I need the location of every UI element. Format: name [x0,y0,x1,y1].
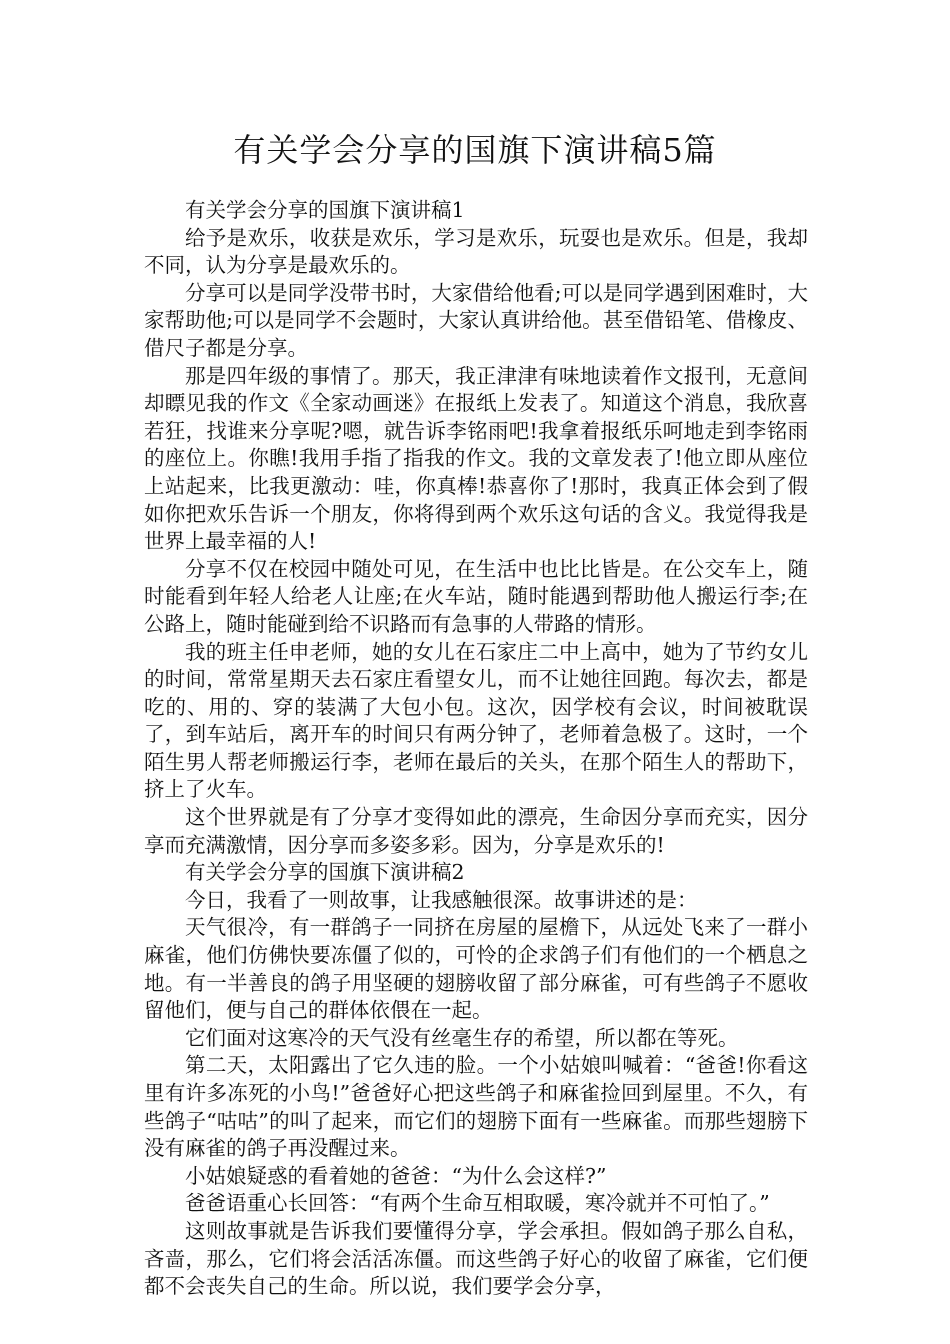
paragraph: 天气很冷，有一群鸽子一同挤在房屋的屋檐下，从远处飞来了一群小麻雀，他们仿佛快要冻僵了似的，可怜的企求鸽子们有他们的一个栖息之地。有一半善良的鸽子用坚硬的翅膀收留了部分麻雀，可有些鸽子不愿收留他们，便与自己的群体依偎在一起。 [144,915,808,1023]
paragraph: 我的班主任申老师，她的女儿在石家庄二中上高中，她为了节约女儿的时间，常常星期天去石家庄看望女儿，而不让她往回跑。每次去，都是吃的、用的、穿的装满了大包小包。这次，因学校有会议，时间被耽误了，到车站后，离开车的时间只有两分钟了，老师着急极了。这时，一个陌生男人帮老师搬运行李，老师在最后的关头，在那个陌生人的帮助下，挤上了火车。 [144,639,808,802]
paragraph: 第二天，太阳露出了它久违的脸。一个小姑娘叫喊着：“爸爸!你看这里有许多冻死的小鸟!”爸爸好心把这些鸽子和麻雀捡回到屋里。不久，有些鸽子“咕咕”的叫了起来，而它们的翅膀下面有一些麻雀。而那些翅膀下没有麻雀的鸽子再没醒过来。 [144,1053,808,1161]
document-body [144,197,808,1301]
paragraph: 它们面对这寒冷的天气没有丝毫生存的希望，所以都在等死。 [185,1025,739,1050]
paragraph: 这则故事就是告诉我们要懂得分享，学会承担。假如鸽子那么自私，吝啬，那么，它们将会活活冻僵。而这些鸽子好心的收留了麻雀，它们便都不会丧失自己的生命。所以说，我们要学会分享， [144,1218,808,1299]
paragraph: 那是四年级的事情了。那天，我正津津有味地读着作文报刊，无意间却瞟见我的作文《全家动画迷》在报纸上发表了。知道这个消息，我欣喜若狂，找谁来分享呢?嗯，就告诉李铭雨吧!我拿着报纸乐呵地走到李铭雨的座位上。你瞧!我用手指了指我的作文。我的文章发表了!他立即从座位上站起来，比我更激动：哇，你真棒!恭喜你了!那时，我真正体会到了假如你把欢乐告诉一个朋友，你将得到两个欢乐这句话的含义。我觉得我是世界上最幸福的人! [144,363,808,554]
paragraph: 有关学会分享的国旗下演讲稿1 [185,198,465,222]
document-title: 有关学会分享的国旗下演讲稿5篇 [233,131,717,169]
paragraph: 分享可以是同学没带书时，大家借给他看;可以是同学遇到困难时，大家帮助他;可以是同学不会题时，大家认真讲给他。甚至借铅笔、借橡皮、借尺子都是分享。 [144,280,808,360]
paragraph: 这个世界就是有了分享才变得如此的漂亮，生命因分享而充实，因分享而充满激情，因分享而多姿多彩。因为，分享是欢乐的! [144,805,808,857]
section-heading: 有关学会分享的国旗下演讲稿2 [185,860,465,885]
paragraph: 爸爸语重心长回答：“有两个生命互相取暖，寒冷就并不可怕了。” [185,1191,770,1216]
paragraph: 小姑娘疑惑的看着她的爸爸：“为什么会这样?” [185,1163,607,1188]
paragraph: 分享不仅在校园中随处可见，在生活中也比比皆是。在公交车上，随时能看到年轻人给老人让座;在火车站，随时能遇到帮助他人搬运行李;在公路上，随时能碰到给不识路而有急事的人带路的情形。 [144,556,808,636]
paragraph: 给予是欢乐，收获是欢乐，学习是欢乐，玩耍也是欢乐。但是，我却不同，认为分享是最欢乐的。 [144,225,808,278]
paragraph: 今日，我看了一则故事，让我感触很深。故事讲述的是： [185,887,698,912]
